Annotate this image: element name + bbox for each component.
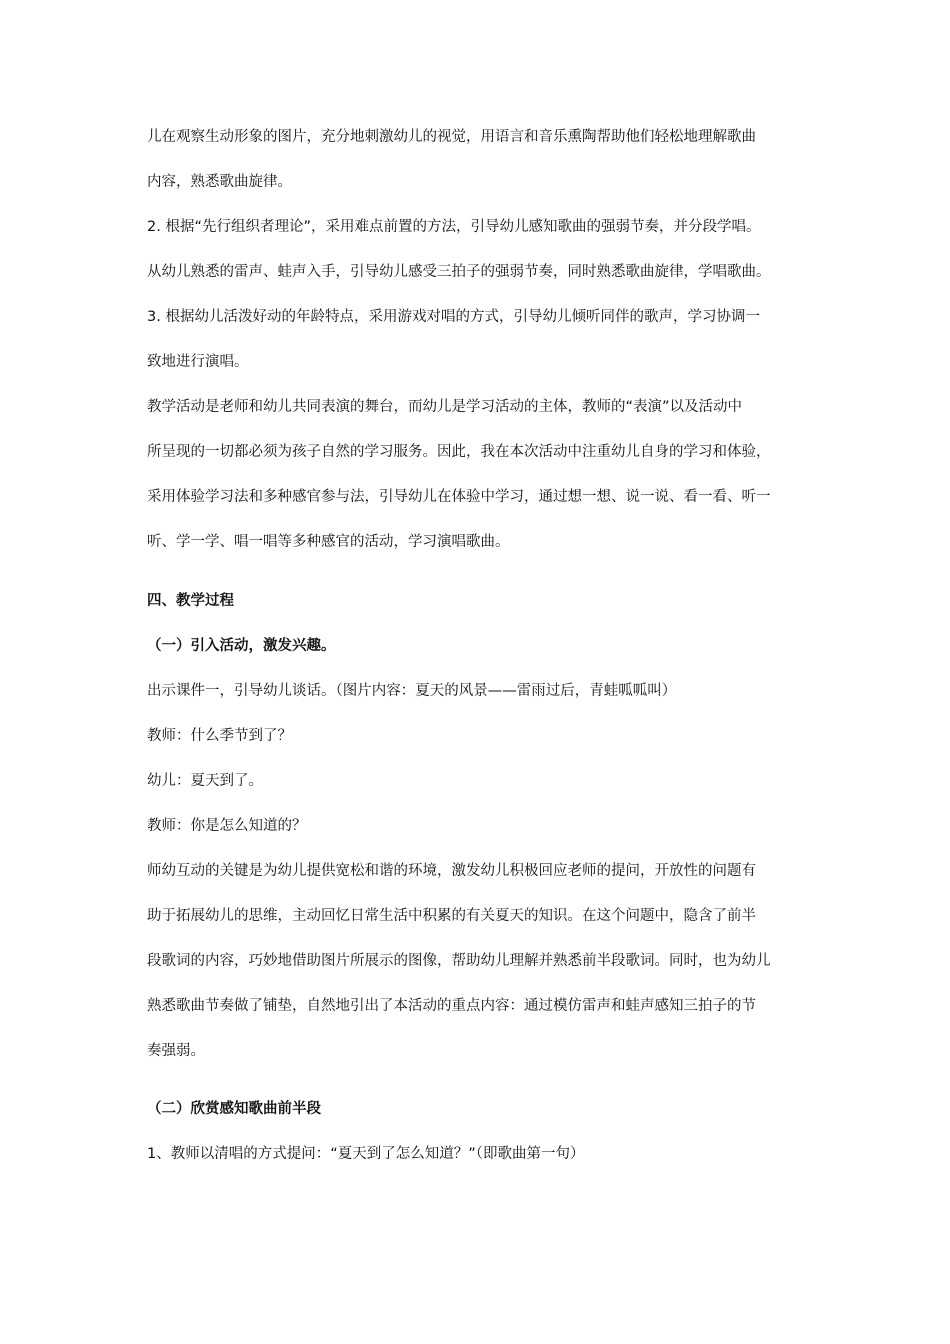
paragraph-line: 奏强弱。 — [147, 1043, 205, 1059]
list-item-2: 2. 根据“先行组织者理论”，采用难点前置的方法，引导幼儿感知歌曲的强弱节奏，并分段学唱。 — [147, 219, 761, 235]
paragraph-line: 内容，熟悉歌曲旋律。 — [147, 174, 292, 190]
paragraph-line: 助于拓展幼儿的思维，主动回忆日常生活中积累的有关夏天的知识。在这个问题中，隐含了前半 — [147, 908, 756, 924]
paragraph-line: 儿在观察生动形象的图片，充分地刺激幼儿的视觉，用语言和音乐熏陶帮助他们轻松地理解歌曲 — [147, 129, 756, 145]
dialogue-line: 教师：你是怎么知道的？ — [147, 818, 307, 834]
paragraph-line: 师幼互动的关键是为幼儿提供宽松和谐的环境，激发幼儿积极回应老师的提问，开放性的问题有 — [147, 863, 756, 879]
subsection-heading: （一）引入活动，激发兴趣。 — [147, 638, 336, 654]
subsection-heading: （二）欣赏感知歌曲前半段 — [147, 1101, 321, 1117]
paragraph-line: 教学活动是老师和幼儿共同表演的舞台，而幼儿是学习活动的主体，教师的“表演”以及活动中 — [147, 399, 743, 415]
dialogue-line: 教师：什么季节到了？ — [147, 728, 292, 744]
paragraph-line: 从幼儿熟悉的雷声、蛙声入手，引导幼儿感受三拍子的强弱节奏，同时熟悉歌曲旋律，学唱歌曲。 — [147, 264, 771, 280]
paragraph-line: 出示课件一，引导幼儿谈话。（图片内容：夏天的风景——雷雨过后，青蛙呱呱叫） — [147, 683, 677, 699]
paragraph-line: 听、学一学、唱一唱等多种感官的活动，学习演唱歌曲。 — [147, 534, 510, 550]
paragraph-line: 采用体验学习法和多种感官参与法，引导幼儿在体验中学习，通过想一想、说一说、看一看、听一 — [147, 489, 771, 505]
section-heading: 四、教学过程 — [147, 593, 234, 609]
paragraph-line: 致地进行演唱。 — [147, 354, 249, 370]
dialogue-line: 幼儿：夏天到了。 — [147, 773, 263, 789]
paragraph-line: 段歌词的内容，巧妙地借助图片所展示的图像，帮助幼儿理解并熟悉前半段歌词。同时，也为幼儿 — [147, 953, 771, 969]
paragraph-line: 熟悉歌曲节奏做了铺垫，自然地引出了本活动的重点内容：通过模仿雷声和蛙声感知三拍子的节 — [147, 998, 756, 1014]
list-item-3: 3. 根据幼儿活泼好动的年龄特点，采用游戏对唱的方式，引导幼儿倾听同伴的歌声，学习协调一 — [147, 309, 760, 325]
list-item-1: 1、教师以清唱的方式提问：“夏天到了怎么知道？”（即歌曲第一句） — [147, 1146, 585, 1162]
paragraph-line: 所呈现的一切都必须为孩子自然的学习服务。因此，我在本次活动中注重幼儿自身的学习和体验， — [147, 444, 771, 460]
